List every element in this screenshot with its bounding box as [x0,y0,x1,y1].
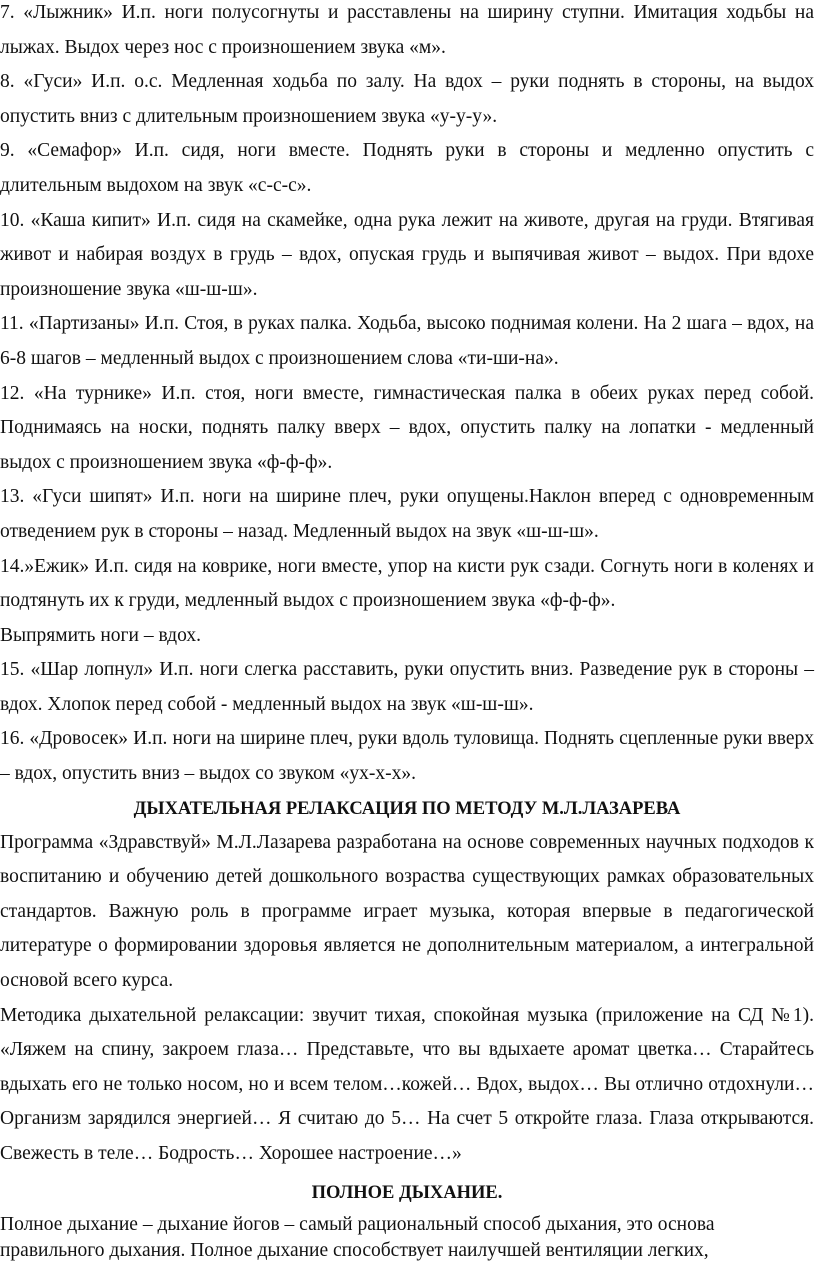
relaxation-paragraph: Программа «Здравствуй» М.Л.Лазарева разработана на основе современных научных подходов к воспитанию и обучению детей дошкольного возраства существующих рамках образовательных стандартов. Важную роль в программе играет музыка, которая впервые в педагогической литературе о формировании здоровья является не дополнительным материалом, а интегральной основой всего курса. [0,831,814,992]
exercise-16: 16. «Дровосек» И.п. ноги на ширине плеч, руки вдоль туловища. Поднять сцепленные руки вверх – вдох, опустить вниз – выдох со звуком «ух-х-х». [0,728,814,785]
relaxation-method-paragraph: Методика дыхательной релаксации: звучит тихая, спокойная музыка (приложение на СД №1). «Ляжем на спину, закроем глаза… Представьте, что вы вдыхаете аромат цветка… Старайтесь вдыхать его не только носом, но и всем телом…кожей… Вдох, выдох… Вы отлично отдохнули… Организм зарядился энергией… Я считаю до 5… На счет 5 откройте глаза. Глаза открываются. Свежесть в теле… Бодрость… Хорошее настроение…» [0,1004,814,1164]
full-breathing-heading: ПОЛНОЕ ДЫХАНИЕ. [311,1182,503,1203]
exercise-9: 9. «Семафор» И.п. сидя, ноги вместе. Поднять руки в стороны и медленно опустить с длительным выдохом на звук «с-с-с». [0,140,814,196]
relaxation-heading: ДЫХАТЕЛЬНАЯ РЕЛАКСАЦИЯ ПО МЕТОДУ М.Л.ЛАЗАРЕВА [133,798,681,819]
exercise-7: 7. «Лыжник» И.п. ноги полусогнуты и расставлены на ширину ступни. Имитация ходьбы на лыжах. Выдох через нос с произношением звука «м». [0,2,814,58]
exercise-14-continuation: Выпрямить ноги – вдох. [0,624,201,646]
exercise-13: 13. «Гуси шипят» И.п. ноги на ширине плеч, руки опущены.Наклон вперед с одновременным отведением рук в стороны – назад. Медленный выдох на звук «ш-ш-ш». [0,486,814,542]
exercise-12: 12. «На турнике» И.п. стоя, ноги вместе, гимнастическая палка в обеих руках перед собой. Поднимаясь на носки, поднять палку вверх – вдох, опустить палку на лопатки - медленный выдох с произношением звука «ф-ф-ф». [0,382,814,473]
full-breathing-line: Полное дыхание – дыхание йогов – самый рациональный способ дыхания, это основа [0,1213,715,1235]
exercise-11: 11. «Партизаны» И.п. Стоя, в руках палка. Ходьба, высоко поднимая колени. На 2 шага – вдох, на 6-8 шагов – медленный выдох с произношением слова «ти-ши-на». [0,313,814,369]
exercise-10: 10. «Каша кипит» И.п. сидя на скамейке, одна рука лежит на животе, другая на груди. Втягивая живот и набирая воздух в грудь – вдох, опуская грудь и выпячивая живот – выдох. При вдохе произношение звука «ш-ш-ш». [0,209,814,300]
exercise-8: 8. «Гуси» И.п. о.с. Медленная ходьба по залу. На вдох – руки поднять в стороны, на выдох опустить вниз с длительным произношением звука «у-у-у». [0,71,814,127]
exercise-14: 14.»Ежик» И.п. сидя на коврике, ноги вместе, упор на кисти рук сзади. Согнуть ноги в коленях и подтянуть их к груди, медленный выдох с произношением звука «ф-ф-ф». [0,555,814,612]
full-breathing-line: правильного дыхания. Полное дыхание способствует наилучшей вентиляции легких, [0,1239,709,1261]
exercise-15: 15. «Шар лопнул» И.п. ноги слегка расставить, руки опустить вниз. Разведение рук в стороны – вдох. Хлопок перед собой - медленный выдох на звук «ш-ш-ш». [0,659,814,715]
